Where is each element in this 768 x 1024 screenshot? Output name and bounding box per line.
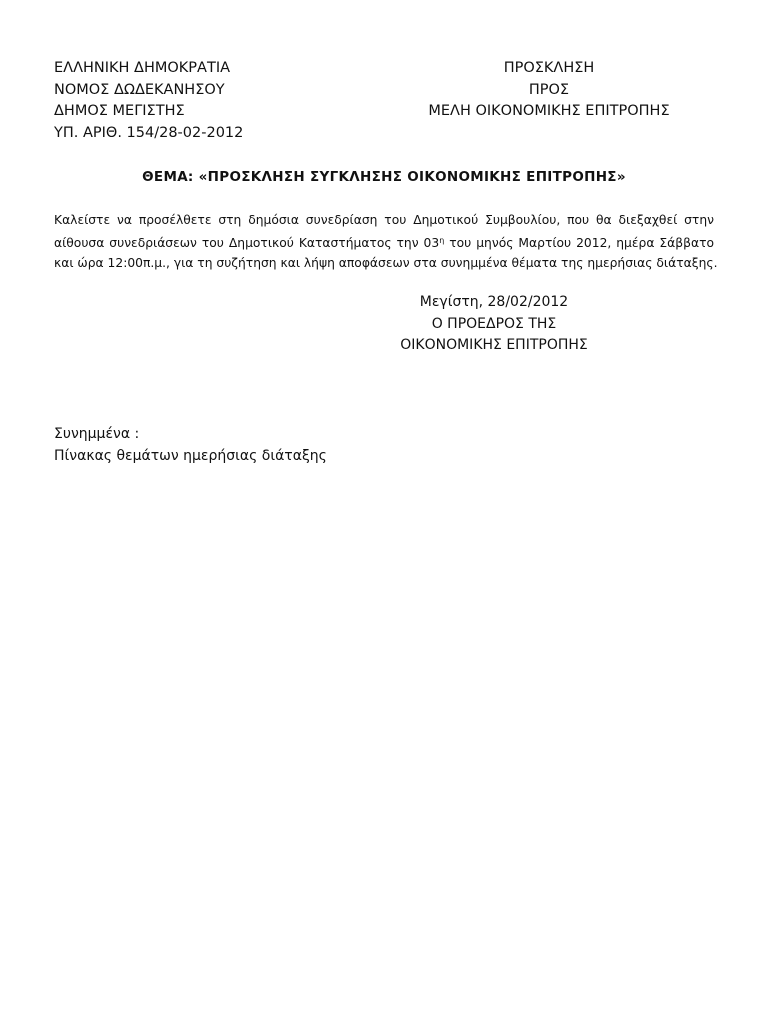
recipient-to: ΠΡΟΣ	[528, 81, 570, 98]
recipient-block	[408, 58, 690, 123]
body-line-3: και ώρα 12:00π.μ., για τη συζήτηση και λήψη αποφάσεων στα συνημμένα θέματα της ημερήσιας διάταξης.	[54, 256, 718, 270]
attachments-label: Συνημμένα :	[54, 426, 140, 442]
attachment-item: Πίνακας θεμάτων ημερήσιας διάταξης	[54, 448, 327, 464]
protocol-number: ΥΠ. ΑΡΙΘ. 154/28-02-2012	[54, 124, 244, 141]
body-line-2-end: του μηνός Μαρτίου 2012, ημέρα Σάββατο	[444, 235, 714, 250]
place-date: Μεγίστη, 28/02/2012	[419, 294, 569, 310]
body-line-1: Καλείστε να προσέλθετε στη δημόσια συνεδρίαση του Δημοτικού Συμβουλίου, που θα διεξαχθεί στην	[54, 213, 714, 227]
sender-prefecture: ΝΟΜΟΣ ΔΩΔΕΚΑΝΗΣΟΥ	[54, 81, 225, 98]
body-line-2	[54, 231, 714, 254]
signatory-title-2: ΟΙΚΟΝΟΜΙΚΗΣ ΕΠΙΤΡΟΠΗΣ	[400, 337, 588, 353]
signatory-title-1: Ο ΠΡΟΕΔΡΟΣ ΤΗΣ	[431, 315, 557, 332]
attachments-block	[54, 423, 327, 467]
signature-block	[354, 292, 634, 357]
body-line-2-start: αίθουσα συνεδριάσεων του Δημοτικού Καταστήματος την 03	[54, 235, 440, 250]
ordinal-superscript: η	[439, 235, 445, 245]
document-type: ΠΡΟΣΚΛΗΣΗ	[503, 60, 595, 76]
recipient-name: ΜΕΛΗ ΟΙΚΟΝΟΜΙΚΗΣ ΕΠΙΤΡΟΠΗΣ	[428, 103, 670, 119]
sender-country: ΕΛΛΗΝΙΚΗ ΔΗΜΟΚΡΑΤΙΑ	[54, 60, 231, 76]
subject-heading: ΘΕΜΑ: «ΠΡΟΣΚΛΗΣΗ ΣΥΓΚΛΗΣΗΣ ΟΙΚΟΝΟΜΙΚΗΣ ΕΠΙΤΡΟΠΗΣ»	[142, 169, 626, 185]
body-paragraph	[54, 210, 718, 274]
sender-municipality: ΔΗΜΟΣ ΜΕΓΙΣΤΗΣ	[54, 103, 185, 119]
sender-block	[54, 58, 243, 144]
